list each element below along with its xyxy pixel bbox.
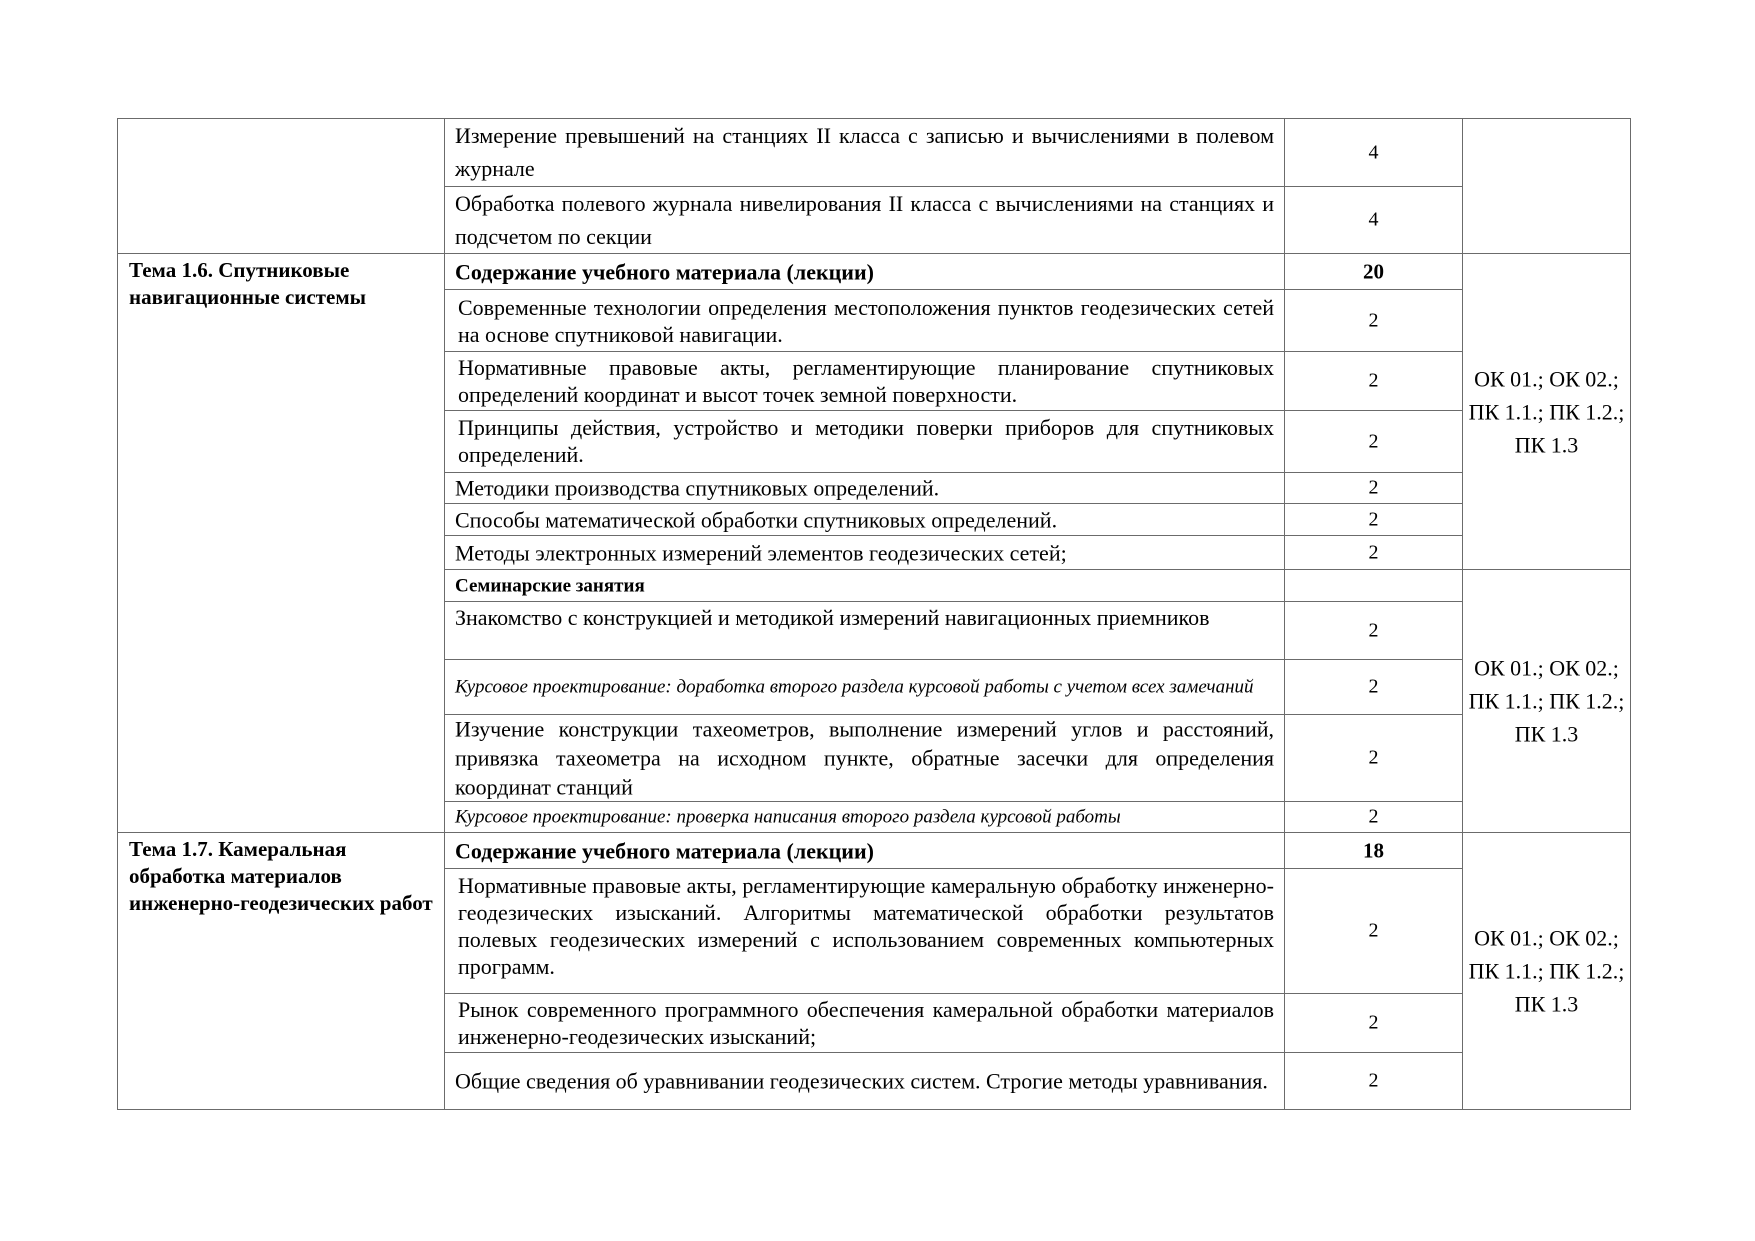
lecture-row <box>444 472 1285 504</box>
seminar-row <box>444 801 1285 833</box>
lecture-row <box>444 1052 1285 1110</box>
lecture-text: Методики производства спутниковых определений. <box>455 475 940 501</box>
content-text: Обработка полевого журнала нивелирования II класса с вычислениями на станциях и подсчетом по секции <box>455 191 1274 249</box>
hours-value: 2 <box>1368 430 1379 452</box>
hours-value: 2 <box>1368 541 1379 563</box>
hours-cell <box>1284 535 1463 570</box>
topic-cell-1-7 <box>117 832 445 1110</box>
hours-value: 4 <box>1368 141 1379 163</box>
lecture-text: Нормативные правовые акты, регламентирующие планирование спутниковых определений координат и высот точек земной поверхности. <box>458 355 1274 407</box>
hours-cell <box>1284 186 1463 254</box>
lectures-competencies-cell <box>1462 832 1631 1110</box>
seminar-row <box>444 714 1285 802</box>
hours-value: 2 <box>1368 919 1379 942</box>
competencies-text: ОК 01.; ОК 02.; ПК 1.1.; ПК 1.2.; ПК 1.3 <box>1468 366 1625 457</box>
seminar-text: Изучение конструкции тахеометров, выполнение измерений углов и расстояний, привязка тахеометра на исходном пункте, обратные засечки для определения координат станций <box>455 716 1274 800</box>
hours-cell <box>1284 351 1463 411</box>
hours-value: 2 <box>1368 675 1379 698</box>
seminar-text: Курсовое проектирование: проверка написания второго раздела курсовой работы <box>455 806 1121 828</box>
lecture-text: Способы математической обработки спутниковых определений. <box>455 507 1058 532</box>
hours-cell <box>1284 410 1463 473</box>
competencies-text: ОК 01.; ОК 02.; ПК 1.1.; ПК 1.2.; ПК 1.3 <box>1468 925 1625 1017</box>
lectures-header-cell <box>444 832 1285 869</box>
lectures-total-hours: 18 <box>1363 838 1384 862</box>
hours-cell <box>1284 714 1463 802</box>
seminar-row <box>444 659 1285 715</box>
seminars-header-cell <box>444 569 1285 602</box>
lecture-row <box>444 868 1285 994</box>
lecture-row <box>444 993 1285 1053</box>
lectures-total-hours: 20 <box>1363 259 1384 283</box>
hours-cell <box>1284 993 1463 1053</box>
hours-value: 2 <box>1368 619 1379 641</box>
hours-value: 2 <box>1368 746 1379 769</box>
lecture-row <box>444 289 1285 352</box>
topic-title: Тема 1.7. Камеральная обработка материалов инженерно-геодезических работ <box>129 837 433 915</box>
lecture-text: Методы электронных измерений элементов геодезических сетей; <box>455 540 1067 565</box>
lecture-row <box>444 503 1285 536</box>
hours-value: 2 <box>1368 1069 1379 1092</box>
hours-cell <box>1284 569 1463 602</box>
lecture-text: Нормативные правовые акты, регламентирующие камеральную обработку инженерно-геодезических изысканий. Алгоритмы математической обработки результатов полевых геодезических измерений с использованием современных компьютерных программ. <box>458 873 1274 979</box>
hours-cell <box>1284 472 1463 504</box>
hours-cell <box>1284 1052 1463 1110</box>
hours-cell <box>1284 801 1463 833</box>
hours-value: 2 <box>1368 476 1379 499</box>
content-text: Измерение превышений на станциях II класса с записью и вычислениями в полевом журнале <box>455 123 1274 181</box>
content-cell <box>444 186 1285 254</box>
topic-cell-1-6 <box>117 253 445 833</box>
hours-cell <box>1284 601 1463 660</box>
topic-title: Тема 1.6. Спутниковые навигационные системы <box>129 258 367 309</box>
hours-cell <box>1284 832 1463 869</box>
lecture-text: Рынок современного программного обеспечения камеральной обработки материалов инженерно-геодезических изысканий; <box>458 997 1274 1049</box>
hours-cell <box>1284 868 1463 994</box>
topic-cell-continuation <box>117 118 445 254</box>
hours-value: 2 <box>1368 369 1379 392</box>
lectures-header: Содержание учебного материала (лекции) <box>455 259 874 284</box>
lecture-text: Общие сведения об уравнивании геодезических систем. Строгие методы уравнивания. <box>455 1068 1268 1094</box>
hours-cell <box>1284 118 1463 187</box>
seminar-text: Знакомство с конструкцией и методикой измерений навигационных приемников <box>455 605 1210 630</box>
competencies-text: ОК 01.; ОК 02.; ПК 1.1.; ПК 1.2.; ПК 1.3 <box>1468 655 1625 747</box>
seminars-header: Семинарские занятия <box>455 575 645 596</box>
hours-value: 2 <box>1368 1011 1379 1034</box>
content-cell <box>444 118 1285 187</box>
lecture-row <box>444 351 1285 411</box>
competencies-cell-continuation <box>1462 118 1631 254</box>
seminar-text: Курсовое проектирование: доработка второго раздела курсовой работы с учетом всех замечаний <box>455 676 1254 698</box>
hours-value: 2 <box>1368 805 1379 828</box>
hours-value: 4 <box>1368 208 1379 231</box>
hours-cell <box>1284 289 1463 352</box>
hours-value: 2 <box>1368 309 1379 331</box>
lecture-row <box>444 410 1285 473</box>
hours-cell <box>1284 503 1463 536</box>
hours-cell <box>1284 253 1463 290</box>
hours-cell <box>1284 659 1463 715</box>
seminars-competencies-cell <box>1462 569 1631 833</box>
lecture-row <box>444 535 1285 570</box>
lectures-header: Содержание учебного материала (лекции) <box>455 838 874 863</box>
seminar-row <box>444 601 1285 660</box>
lecture-text: Современные технологии определения местоположения пунктов геодезических сетей на основе спутниковой навигации. <box>458 294 1274 347</box>
lectures-header-cell <box>444 253 1285 290</box>
lectures-competencies-cell <box>1462 253 1631 570</box>
hours-value: 2 <box>1368 508 1379 530</box>
lecture-text: Принципы действия, устройство и методики поверки приборов для спутниковых определений. <box>458 415 1274 467</box>
